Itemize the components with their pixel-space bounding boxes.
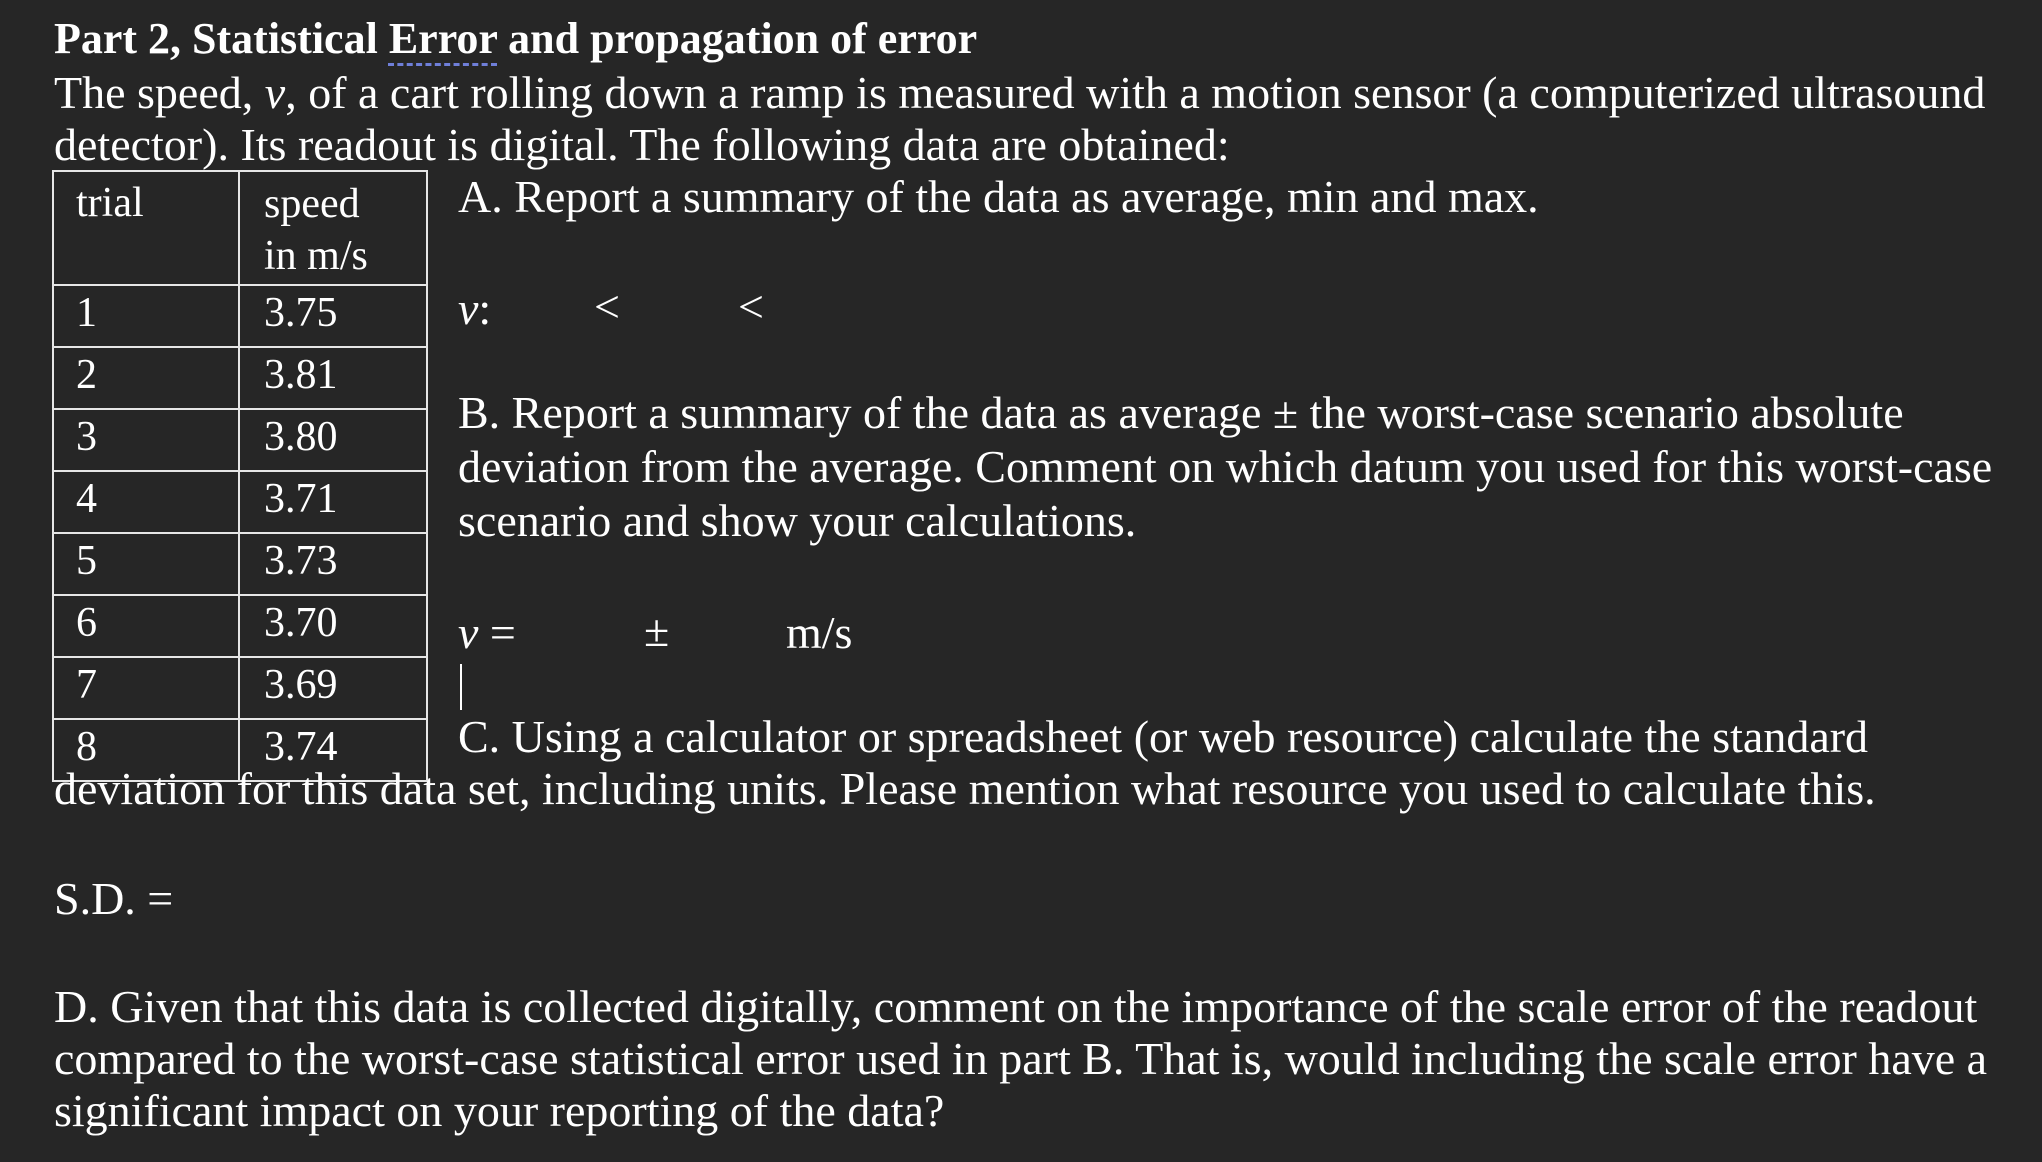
- cell-speed: 3.75: [239, 285, 427, 347]
- intro-text: The speed,: [54, 67, 265, 118]
- cell-trial: 8: [53, 719, 239, 781]
- part-b-equals: =: [478, 607, 516, 658]
- table-row: [53, 285, 427, 347]
- cell-speed: 3.81: [239, 347, 427, 409]
- cell-trial: 2: [53, 347, 239, 409]
- data-table: [52, 170, 428, 782]
- page-title: [54, 12, 977, 66]
- part-a-less-than-2: <: [738, 281, 764, 332]
- cell-trial: 4: [53, 471, 239, 533]
- part-a-colon: :: [478, 283, 492, 334]
- table-row: [53, 595, 427, 657]
- part-b-variable: v: [458, 607, 479, 658]
- cell-speed: 3.73: [239, 533, 427, 595]
- intro-variable: v: [264, 67, 286, 118]
- cell-speed: 3.80: [239, 409, 427, 471]
- header-speed-line2: in m/s: [264, 233, 368, 279]
- part-c-line-1: C. Using a calculator or spreadsheet (or web resource) calculate the standard: [458, 711, 1869, 762]
- header-trial: trial: [53, 171, 239, 285]
- part-b-answer-line: [458, 606, 516, 660]
- part-b-line-1: B. Report a summary of the data as average ± the worst-case scenario absolute: [458, 387, 1904, 438]
- part-d-line-3: significant impact on your reporting of the data?: [54, 1085, 945, 1136]
- cell-trial: 6: [53, 595, 239, 657]
- intro-line-1: [54, 66, 1985, 120]
- cell-speed: 3.71: [239, 471, 427, 533]
- cell-speed: 3.69: [239, 657, 427, 719]
- part-a-less-than-1: <: [594, 281, 620, 332]
- cell-trial: 5: [53, 533, 239, 595]
- title-underlined-word: Error: [388, 14, 498, 63]
- table-row: [53, 471, 427, 533]
- cell-trial: 3: [53, 409, 239, 471]
- part-a-variable: v: [458, 283, 479, 334]
- part-b-line-2: deviation from the average. Comment on which datum you used for this worst-case: [458, 441, 1993, 492]
- title-suffix: and propagation of error: [497, 14, 978, 63]
- table-row: [53, 409, 427, 471]
- cell-trial: 7: [53, 657, 239, 719]
- part-b-line-3: scenario and show your calculations.: [458, 495, 1137, 546]
- part-a-text: A. Report a summary of the data as average, min and max.: [458, 171, 1539, 222]
- table-header-row: [53, 171, 427, 285]
- cell-speed: 3.74: [239, 719, 427, 781]
- cell-trial: 1: [53, 285, 239, 347]
- part-d-line-2: compared to the worst-case statistical error used in part B. That is, would including the scale error have a: [54, 1033, 1988, 1084]
- intro-text-cont: , of a cart rolling down a ramp is measured with a motion sensor (a computerized ultrasound: [285, 67, 1986, 118]
- part-d-line-1: D. Given that this data is collected digitally, comment on the importance of the scale error of the readout: [54, 981, 1978, 1032]
- header-speed: [239, 171, 427, 285]
- title-prefix: Part 2, Statistical: [54, 14, 389, 63]
- intro-line-2: detector). Its readout is digital. The following data are obtained:: [54, 119, 1230, 170]
- part-b-unit: m/s: [786, 607, 853, 658]
- header-speed-line1: speed: [264, 181, 360, 227]
- part-a-answer-line: [458, 282, 491, 336]
- part-c-line-2: deviation for this data set, including units. Please mention what resource you used to calculate this.: [54, 763, 1876, 814]
- cell-speed: 3.70: [239, 595, 427, 657]
- table-row: [53, 347, 427, 409]
- table-row: [53, 657, 427, 719]
- sd-label: S.D. =: [54, 873, 174, 924]
- table-row: [53, 533, 427, 595]
- text-cursor[interactable]: [460, 664, 462, 710]
- part-b-plus-minus: ±: [644, 605, 670, 656]
